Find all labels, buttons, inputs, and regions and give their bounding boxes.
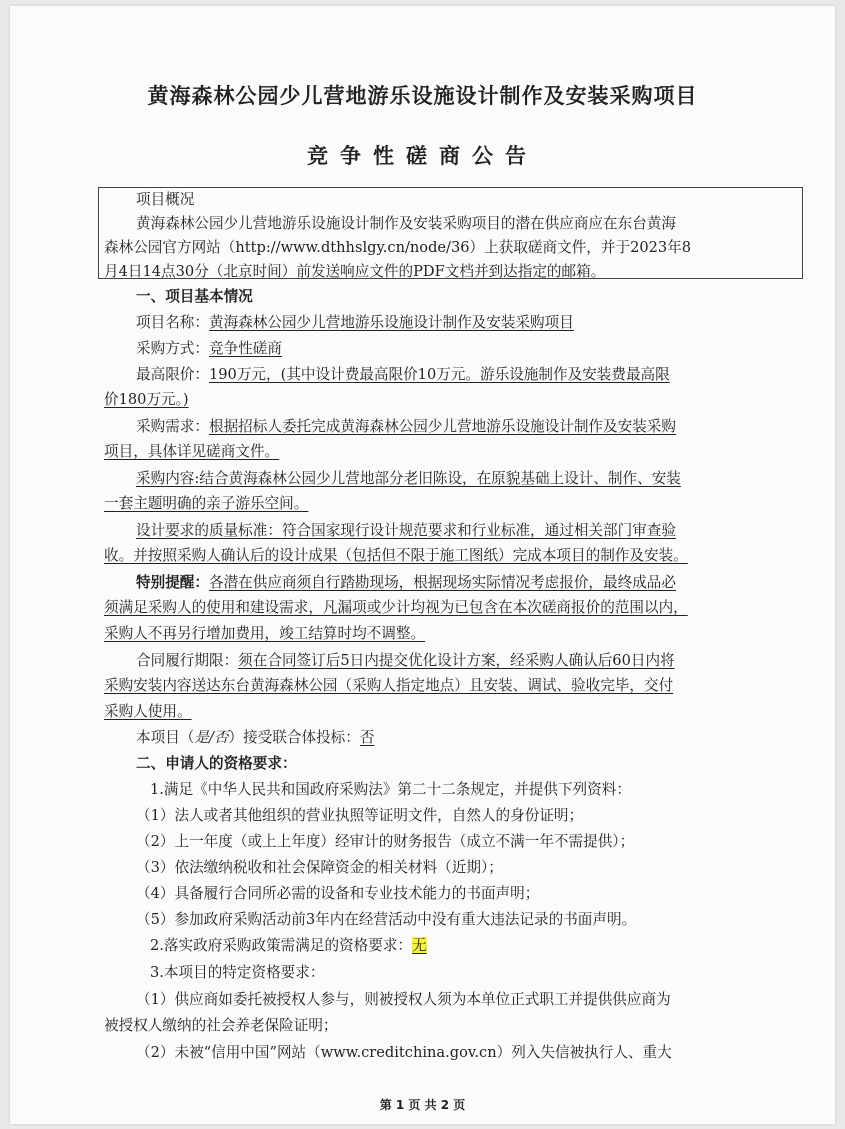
section2-heading: 二、申请人的资格要求：	[136, 755, 297, 772]
demand-line-1: 根据招标人委托完成黄海森林公园少儿营地游乐设施设计制作及安装采购	[208, 418, 676, 435]
overview-line-2: 森林公园官方网站（http://www.dthhslgy.cn/node/36）上获取磋商文件，并于2023年8	[104, 239, 692, 256]
document-title: 黄海森林公园少儿营地游乐设施设计制作及安装采购项目	[147, 84, 698, 108]
purchase-method-row	[136, 339, 282, 359]
requirement-3: 3.本项目的特定资格要求：	[150, 964, 325, 981]
requirement-1: 1.满足《中华人民共和国政府采购法》第二十二条规定，并提供下列资料：	[150, 781, 631, 798]
consortium-row	[136, 728, 374, 748]
purchase-method-value: 竞争性磋商	[208, 340, 282, 357]
requirement-3-item-2-line-1: （2）未被“信用中国”网站（www.creditchina.gov.cn）列入失信被执行人、重大	[136, 1044, 672, 1061]
project-name-value: 黄海森林公园少儿营地游乐设施设计制作及安装采购项目	[208, 314, 574, 331]
requirement-3-item-1-line-2: 被授权人缴纳的社会养老保险证明；	[104, 1017, 338, 1034]
requirement-1-item: （2）上一年度（或上上年度）经审计的财务报告（成立不满一年不需提供）；	[136, 833, 635, 850]
purchase-method-label: 采购方式：	[136, 340, 209, 357]
contract-period-line-3: 采购人使用。	[104, 703, 192, 720]
quality-line-1: 设计要求的质量标准：符合国家现行设计规范要求和行业标准，通过相关部门审查验	[136, 522, 676, 539]
document-page	[10, 6, 835, 1124]
contract-period-line-2: 采购安装内容送达东台黄海森林公园（采购人指定地点）且安装、调试、验收完毕，交付	[104, 677, 674, 694]
overview-heading: 项目概况	[136, 191, 195, 208]
max-price-row	[136, 365, 670, 385]
contract-period-label: 合同履行期限：	[136, 652, 239, 669]
notice-row	[136, 573, 676, 593]
overview-line-1: 黄海森林公园少儿营地游乐设施设计制作及安装采购项目的潜在供应商应在东台黄海	[136, 215, 676, 232]
page-footer: 第 1 页 共 2 页	[379, 1098, 466, 1112]
requirement-2-value: 无	[412, 937, 427, 954]
project-name-row	[136, 313, 574, 333]
requirement-1-item: （1）法人或者其他组织的营业执照等证明文件，自然人的身份证明；	[136, 807, 584, 824]
quality-line-2: 收。并按照采购人确认后的设计成果（包括但不限于施工图纸）完成本项目的制作及安装。	[104, 547, 688, 564]
consortium-prefix: 本项目（	[136, 729, 195, 746]
max-price-line-1: 190万元，(其中设计费最高限价10万元。游乐设施制作及安装费最高限	[208, 366, 670, 383]
contract-period-row	[136, 651, 675, 671]
overview-line-3: 月4日14点30分（北京时间）前发送响应文件的PDF文档并到达指定的邮箱。	[104, 263, 606, 280]
section1-heading: 一、项目基本情况	[136, 288, 253, 305]
content-line-1: 采购内容:结合黄海森林公园少儿营地部分老旧陈设，在原貌基础上设计、制作、安装	[136, 470, 681, 487]
max-price-line-2: 价180万元。)	[104, 391, 189, 408]
demand-line-2: 项目，具体详见磋商文件。	[104, 443, 280, 460]
requirement-3-item-1-line-1: （1）供应商如委托被授权人参与，则被授权人须为本单位正式职工并提供供应商为	[136, 991, 671, 1008]
requirement-1-item: （3）依法缴纳税收和社会保障资金的相关材料（近期）；	[136, 859, 503, 876]
project-name-label: 项目名称：	[136, 314, 209, 331]
notice-line-1: 各潜在供应商须自行踏勘现场，根据现场实际情况考虑报价，最终成品必	[208, 574, 676, 591]
consortium-value: 否	[359, 729, 375, 746]
requirement-2-label: 2.落实政府采购政策需满足的资格要求：	[150, 937, 413, 954]
content-line-2: 一套主题明确的亲子游乐空间。	[104, 495, 309, 512]
contract-period-line-1: 须在合同签订后5日内提交优化设计方案，经采购人确认后60日内将	[238, 652, 675, 669]
max-price-label: 最高限价：	[136, 366, 209, 383]
demand-row	[136, 417, 676, 437]
demand-label: 采购需求：	[136, 418, 209, 435]
document-subtitle: 竞争性磋商公告	[307, 144, 538, 168]
consortium-choice: 是/否	[194, 729, 229, 746]
notice-line-3: 采购人不再另行增加费用，竣工结算时均不调整。	[104, 625, 426, 642]
notice-label: 特别提醒：	[136, 574, 209, 591]
requirement-1-item: （5）参加政府采购活动前3年内在经营活动中没有重大违法记录的书面声明。	[136, 911, 637, 928]
consortium-mid: ）接受联合体投标：	[228, 729, 360, 746]
requirement-2-row	[150, 936, 427, 956]
notice-line-2: 须满足采购人的使用和建设需求，凡漏项或少计均视为已包含在本次磋商报价的范围以内，	[104, 599, 688, 616]
requirement-1-item: （4）具备履行合同所必需的设备和专业技术能力的书面声明；	[136, 885, 540, 902]
